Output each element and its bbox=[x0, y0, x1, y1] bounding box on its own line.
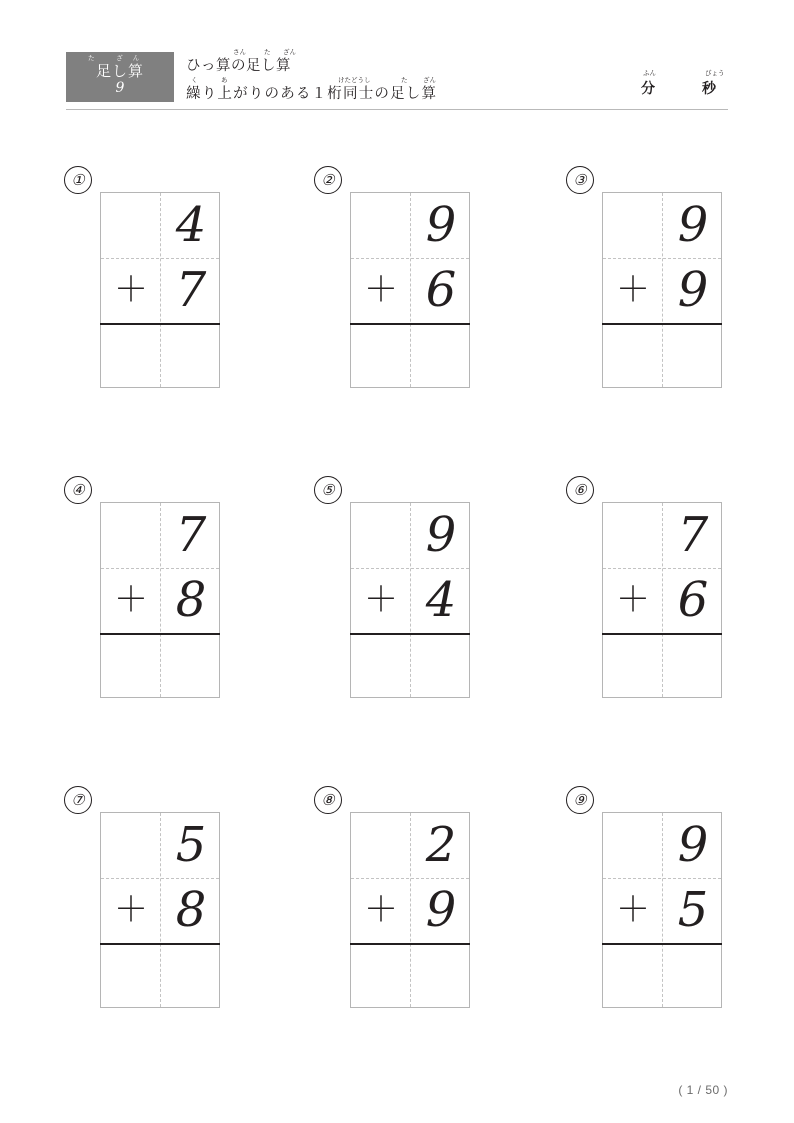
ruby-zan: ざん bbox=[283, 49, 296, 56]
answer-rule bbox=[602, 943, 722, 945]
answer-rule bbox=[350, 323, 470, 325]
ruby-ta2: た bbox=[401, 77, 408, 84]
minutes-unit-label: 分 bbox=[641, 80, 655, 96]
problem-row bbox=[0, 770, 794, 1080]
addend-top: 9 bbox=[425, 507, 457, 563]
problem-number: ③ bbox=[566, 166, 594, 194]
subject-badge-ruby: た ざん bbox=[88, 55, 150, 62]
addend-bottom: 6 bbox=[677, 572, 709, 628]
addend-bottom: 5 bbox=[677, 882, 709, 938]
problem-row bbox=[0, 460, 794, 770]
addend-top: 5 bbox=[175, 817, 207, 873]
problem-item bbox=[562, 770, 742, 1000]
addend-top: 7 bbox=[175, 507, 207, 563]
ruby-a: あ bbox=[221, 77, 228, 84]
answer-rule bbox=[100, 943, 220, 945]
subtitle-line1: ひっ算の足し算 bbox=[186, 58, 291, 74]
problem-number: ⑧ bbox=[314, 786, 342, 814]
addend-top: 9 bbox=[677, 197, 709, 253]
addend-bottom: 9 bbox=[425, 882, 457, 938]
ruby-san: さん bbox=[233, 49, 246, 56]
addend-top: 9 bbox=[425, 197, 457, 253]
problem-item bbox=[60, 460, 240, 690]
vertical-calculation-box bbox=[100, 192, 220, 388]
answer-rule bbox=[350, 633, 470, 635]
plus-sign: ＋ bbox=[364, 890, 398, 930]
subject-badge-number: 9 bbox=[115, 80, 125, 96]
vertical-calculation-box bbox=[602, 502, 722, 698]
plus-sign: ＋ bbox=[616, 580, 650, 620]
addend-top: 9 bbox=[677, 817, 709, 873]
problem-number: ⑦ bbox=[64, 786, 92, 814]
ruby-ta: た bbox=[264, 49, 271, 56]
problem-number: ⑨ bbox=[566, 786, 594, 814]
time-fields bbox=[588, 70, 728, 106]
answer-rule bbox=[602, 633, 722, 635]
problem-item bbox=[60, 150, 240, 380]
worksheet-header bbox=[66, 44, 728, 110]
addend-bottom: 4 bbox=[425, 572, 457, 628]
vertical-calculation-box bbox=[602, 192, 722, 388]
problem-number: ⑤ bbox=[314, 476, 342, 504]
addend-bottom: 8 bbox=[175, 882, 207, 938]
subtitle-line2: 繰り上がりのある１桁同士の足し算 bbox=[186, 86, 438, 102]
addend-bottom: 9 bbox=[677, 262, 709, 318]
addend-top: 4 bbox=[175, 197, 207, 253]
vertical-calculation-box bbox=[100, 502, 220, 698]
problem-grid bbox=[0, 150, 794, 1080]
subject-badge-label: 足し算 bbox=[95, 63, 144, 80]
plus-sign: ＋ bbox=[114, 580, 148, 620]
problem-number: ⑥ bbox=[566, 476, 594, 504]
problem-number: ① bbox=[64, 166, 92, 194]
plus-sign: ＋ bbox=[114, 270, 148, 310]
vertical-calculation-box bbox=[602, 812, 722, 1008]
addend-bottom: 7 bbox=[175, 262, 207, 318]
ruby-ketadoushi: けたどうし bbox=[338, 77, 371, 84]
subject-badge bbox=[66, 52, 174, 102]
seconds-unit-label: 秒 bbox=[702, 80, 716, 96]
plus-sign: ＋ bbox=[616, 890, 650, 930]
minutes-ruby: ふん bbox=[643, 70, 656, 77]
answer-rule bbox=[602, 323, 722, 325]
addend-top: 2 bbox=[425, 817, 457, 873]
vertical-calculation-box bbox=[350, 192, 470, 388]
plus-sign: ＋ bbox=[364, 270, 398, 310]
problem-item bbox=[562, 460, 742, 690]
vertical-calculation-box bbox=[350, 502, 470, 698]
problem-item bbox=[310, 460, 490, 690]
problem-row bbox=[0, 150, 794, 460]
addend-bottom: 6 bbox=[425, 262, 457, 318]
page-number: ( 1 / 50 ) bbox=[678, 1083, 728, 1097]
subtitle-line1-ruby bbox=[186, 48, 616, 57]
answer-rule bbox=[100, 633, 220, 635]
ruby-zan2: ざん bbox=[423, 77, 436, 84]
subtitle-line2-ruby bbox=[186, 76, 616, 85]
worksheet-subtitle-block bbox=[186, 48, 616, 104]
plus-sign: ＋ bbox=[114, 890, 148, 930]
problem-item bbox=[60, 770, 240, 1000]
plus-sign: ＋ bbox=[364, 580, 398, 620]
addend-top: 7 bbox=[677, 507, 709, 563]
problem-item bbox=[310, 770, 490, 1000]
problem-item bbox=[562, 150, 742, 380]
seconds-ruby: びょう bbox=[705, 70, 725, 77]
problem-item bbox=[310, 150, 490, 380]
addend-bottom: 8 bbox=[175, 572, 207, 628]
plus-sign: ＋ bbox=[616, 270, 650, 310]
vertical-calculation-box bbox=[100, 812, 220, 1008]
ruby-ku: く bbox=[191, 77, 198, 84]
problem-number: ④ bbox=[64, 476, 92, 504]
answer-rule bbox=[350, 943, 470, 945]
vertical-calculation-box bbox=[350, 812, 470, 1008]
answer-rule bbox=[100, 323, 220, 325]
problem-number: ② bbox=[314, 166, 342, 194]
